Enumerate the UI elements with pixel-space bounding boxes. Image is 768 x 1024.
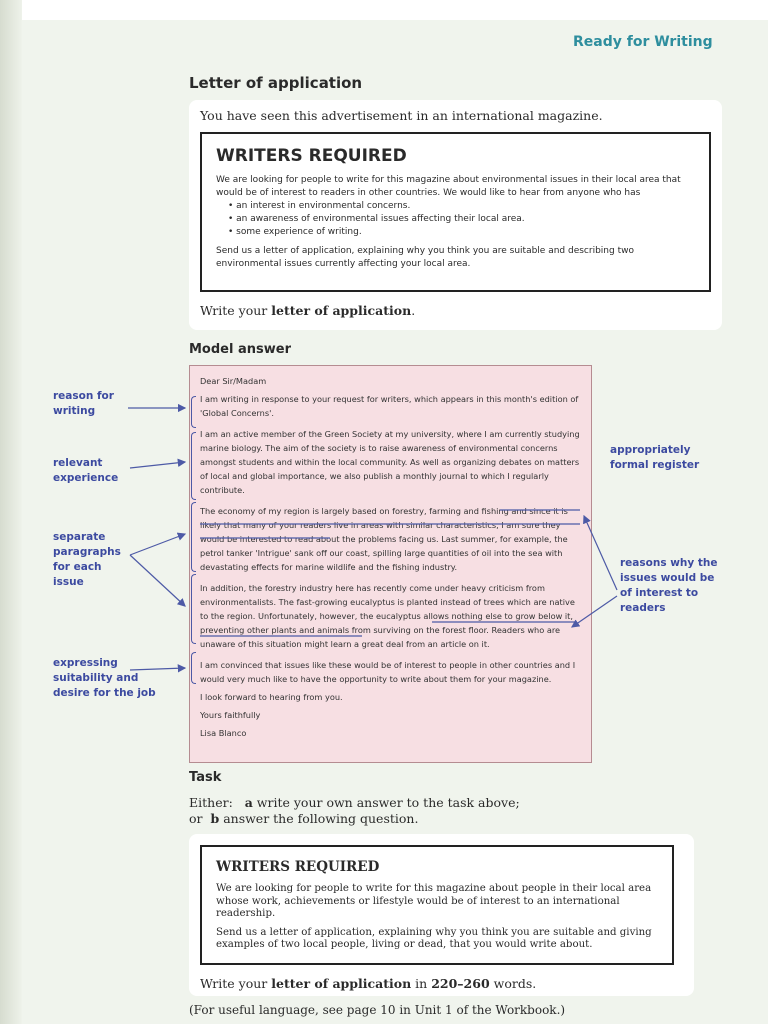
letter-paragraph-issue-one: The economy of my region is largely based on forestry, farming and fishing and since it is likely that many of your readers live in areas with similar characteristics, I am sure they would be interested to read about the problems facing us. Last summer, for example, the petrol tanker 'Intrigue' sank off our coast, spilling large quantities of oil into the sea with devastating effects for marine wildlife and the fishing industry. <box>200 506 568 572</box>
annotation-interest: reasons why the issues would be of interest to readers <box>620 557 718 614</box>
arrow-suitability <box>130 668 185 670</box>
task-option-a: Either: a write your own answer to the task above; <box>189 795 520 810</box>
task-advertisement-box <box>200 845 674 965</box>
letter-closing: I look forward to hearing from you. <box>200 692 343 702</box>
arrow-paragraphs-one <box>130 534 185 555</box>
letter-paragraph-issue-two: In addition, the forestry industry here has recently come under heavy criticism from environmentalists. The fast-growing eucalyptus is planted instead of trees which are native to the region. Unfortunately, however, the eucalyptus allows nothing else to grow below it, preventing other plants and animals from surviving on the forest floor. Readers who are unaware of this situation might learn a great deal from an article on it. <box>200 583 575 649</box>
annotation-experience: relevant experience <box>53 457 119 484</box>
advertisement-title: WRITERS REQUIRED <box>216 146 407 166</box>
advertisement-bullet: • an interest in environmental concerns. <box>228 200 695 213</box>
arrow-interest-one <box>584 516 617 590</box>
advertisement-bullet: • an awareness of environmental issues affecting their local area. <box>228 213 695 226</box>
advertisement-instructions: Send us a letter of application, explaining why you think you are suitable and describing two environmental issues currently affecting your local area. <box>216 246 634 269</box>
instruction-text: . <box>411 303 416 318</box>
task-advertisement-body <box>216 883 658 952</box>
annotation-register: appropriately formal register <box>610 444 700 471</box>
letter-salutation: Dear Sir/Madam <box>200 376 267 386</box>
advertisement-bullet: • some experience of writing. <box>228 226 695 239</box>
instruction-text: Write your <box>200 303 272 318</box>
task-advertisement-text: We are looking for people to write for this magazine about people in their local area whose work, achievements or lifestyle would be of interest to an international readership. <box>216 883 652 919</box>
letter-signature: Lisa Blanco <box>200 728 247 738</box>
arrow-paragraphs-two <box>130 555 185 606</box>
letter-paragraph-suitability: I am convinced that issues like these would be of interest to people in other countries and I would very much like to have the opportunity to write about them for your magazine. <box>200 660 576 684</box>
workbook-footnote: (For useful language, see page 10 in Unit 1 of the Workbook.) <box>189 1003 566 1017</box>
task-advertisement-title: WRITERS REQUIRED <box>216 859 380 875</box>
advertisement-text: We are looking for people to write for this magazine about environmental issues in their local area that would be of interest to readers in other countries. We would like to hear from anyone who has <box>216 175 681 198</box>
running-header: Ready for Writing <box>573 34 713 50</box>
arrow-experience <box>130 462 185 468</box>
task-option-b: or b answer the following question. <box>189 811 419 826</box>
letter-signoff: Yours faithfully <box>200 710 261 720</box>
intro-text: You have seen this advertisement in an international magazine. <box>200 108 603 123</box>
annotation-reason: reason for writing <box>53 390 114 417</box>
task-options <box>189 795 520 827</box>
annotation-suitability: expressing suitability and desire for the job <box>53 657 156 699</box>
arrow-interest-two <box>572 596 617 627</box>
task-title: Task <box>189 770 222 785</box>
letter-paragraph-experience: I am an active member of the Green Society at my university, where I am currently studying marine biology. The aim of the society is to raise awareness of environmental concerns amongst students and within the local community. As well as organizing debates on matters of local and global importance, we also publish a monthly journal to which I regularly contribute. <box>200 429 580 495</box>
task-advertisement-instructions: Send us a letter of application, explaining why you think you are suitable and giving examples of two local people, living or dead, that you would write about. <box>216 926 652 950</box>
model-answer-title: Model answer <box>189 342 291 357</box>
instruction-emphasis: letter of application <box>271 303 412 318</box>
letter-paragraph-reason: I am writing in response to your request for writers, which appears in this month's edition of 'Global Concerns'. <box>200 394 579 418</box>
task-write-instruction: Write your letter of application in 220–260 words. <box>200 976 537 991</box>
section-title: Letter of application <box>189 74 363 92</box>
annotation-paragraphs: separate paragraphs for each issue <box>53 531 121 588</box>
